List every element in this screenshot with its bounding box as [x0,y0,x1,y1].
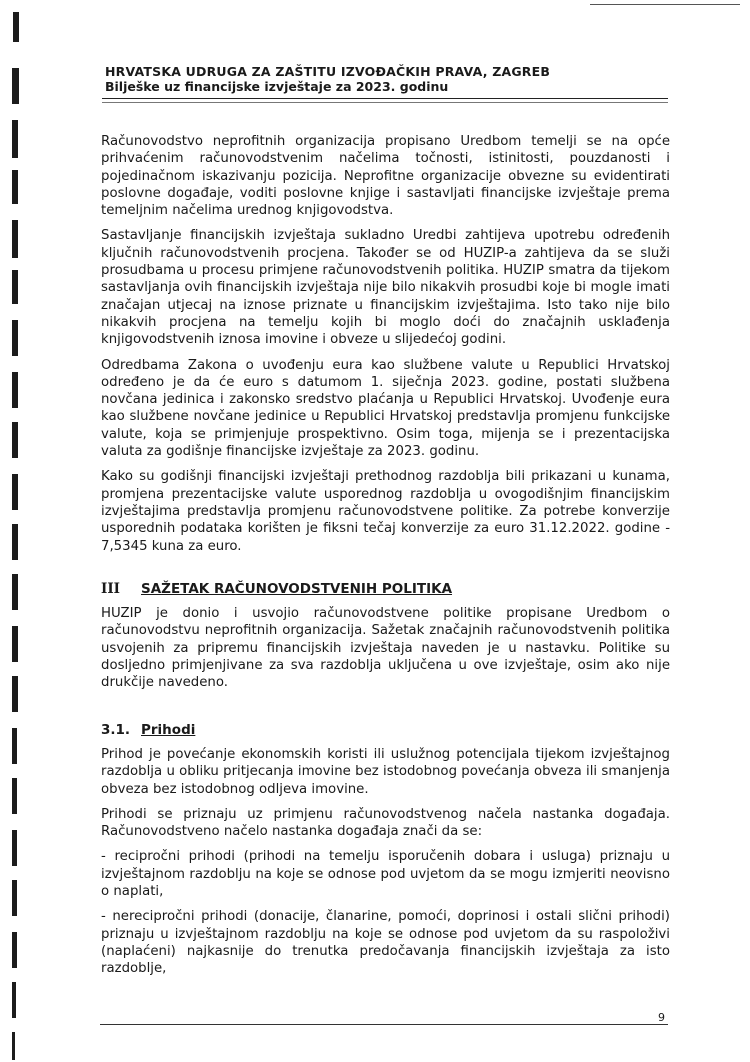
footer-divider [100,1024,668,1025]
scan-binding-mark [12,320,18,356]
scan-binding-mark [12,626,18,662]
header-organization: HRVATSKA UDRUGA ZA ZAŠTITU IZVOĐAČKIH PRAVA, ZAGREB [105,64,551,79]
scan-binding-mark [12,574,18,610]
scan-binding-mark [12,778,17,814]
subsection-paragraph-1: Prihod je povećanje ekonomskih koristi ili uslužnog potencijala tijekom izvještajnog razdoblja u obliku pritjecanja imovine bez istodobnog povećanja obveza ili smanjenja obveza bez istodobnog odljeva imovine. [101,746,670,797]
header-divider-thin [102,102,668,103]
header-divider [102,98,668,99]
scan-binding-mark [12,220,18,258]
scan-top-edge [590,4,740,5]
subsection-paragraph-2: Prihodi se priznaju uz primjenu računovodstvenog načela nastanka događaja. Računovodstveno načelo nastanka događaja znači da se: [101,806,670,840]
header-subtitle: Bilješke uz financijske izvještaje za 2023. godinu [105,79,449,94]
section-heading [101,581,670,598]
scan-binding-mark [12,524,18,560]
section-paragraph: HUZIP je donio i usvojio računovodstvene politike propisane Uredbom o računovodstvu neprofitnih organizacija. Sažetak značajnih računovodstvenih politika usvojenih za pripremu financijskih izvještaja naveden je u nastavku. Politike su dosljedno primjenjivane za sva razdoblja uključena u ove izvještaje, osim ako nije drukčije navedeno. [101,606,670,691]
scan-binding-mark [12,120,18,158]
page-number: 9 [658,1011,665,1024]
scan-binding-mark [12,270,18,304]
scan-binding-mark [12,728,17,764]
intro-paragraph-2: Sastavljanje financijskih izvještaja sukladno Uredbi zahtijeva upotrebu određenih ključnih računovodstvenih procjena. Također se od HUZIP-a zahtijeva da se služi prosudbama u procesu primjene računovodstvenih politika. HUZIP smatra da tijekom sastavljanja ovih financijskih izvještaja nije bilo nikakvih prosudbi koje bi mogle imati značajan utjecaj na iznose priznate u financijskim izvještajima. Isto tako nije bilo nikakvih procjena na temelju kojih bi moglo doći do značajnih usklađenja knjigovodstvenih iznosa imovine i obveze u slijedećoj godini. [101,228,670,348]
section-number: III [101,580,120,597]
scan-binding-mark [12,830,17,866]
intro-paragraph-4: Kako su godišnji financijski izvještaji prethodnog razdoblja bili prikazani u kunama, promjena prezentacijske valute usporednog razdoblja u ovogodišnjim financijskim izvještajima predstavlja promjenu računovodstvene politike. Za potrebe konverzije usporednih podataka korišten je fiksni tečaj konverzije za euro 31.12.2022. godine - 7,5345 kuna za euro. [101,469,670,554]
subsection-heading [101,722,670,739]
subsection-list-item-1: - recipročni prihodi (prihodi na temelju isporučenih dobara i usluga) priznaju u izvještajnom razdoblju na koje se odnose pod uvjetom da se mogu izmjeriti neovisno o naplati, [101,849,670,899]
subsection-title: Prihodi [141,721,196,738]
scan-binding-mark [12,372,18,408]
scan-binding-mark [12,170,18,204]
intro-paragraph-1: Računovodstvo neprofitnih organizacija propisano Uredbom temelji se na opće prihvaćenim računovodstvenim načelima točnosti, istinitosti, pouzdanosti i pojedinačnom iskazivanju pozicija. Neprofitne organizacije obvezne su evidentirati poslovne događaje, voditi poslovne knjige i sastavljati financijske izvještaje prema temeljnim načelima urednog knjigovodstva. [101,134,670,219]
scan-binding-mark [12,422,18,458]
document-body [101,133,670,985]
page-header [105,64,670,94]
scan-binding-mark [12,932,17,968]
scan-binding-mark [12,474,18,510]
subsection-list-item-2: - nerecipročni prihodi (donacije, članarine, pomoći, doprinosi i ostali slični prihodi) priznaju u izvještajnom razdoblju na koje se odnose pod uvjetom da su raspoloživi (naplaćeni) najkasnije do trenutka predočavanja financijskih izvještaja za isto razdoblje, [101,909,670,977]
scan-binding-mark [12,880,17,916]
intro-paragraph-3: Odredbama Zakona o uvođenju eura kao službene valute u Republici Hrvatskoj određeno je da će euro s datumom 1. siječnja 2023. godine, postati službena novčana jedinica i zakonsko sredstvo plaćanja u Republici Hrvatskoj. Uvođenje eura kao službene novčane jedinice u Republici Hrvatskoj predstavlja promjenu funkcijske valute, koja se primjenjuje prospektivno. Osim toga, mijenja se i prezentacijska valuta za godišnje financijske izvještaje za 2023. godinu. [101,357,670,460]
scan-binding-mark [12,1032,15,1060]
scan-binding-mark [12,68,19,104]
scan-binding-mark [12,982,16,1018]
scan-binding-mark [12,676,18,712]
scan-binding-mark [13,12,19,42]
subsection-number: 3.1. [101,721,131,738]
section-title: SAŽETAK RAČUNOVODSTVENIH POLITIKA [141,580,453,597]
